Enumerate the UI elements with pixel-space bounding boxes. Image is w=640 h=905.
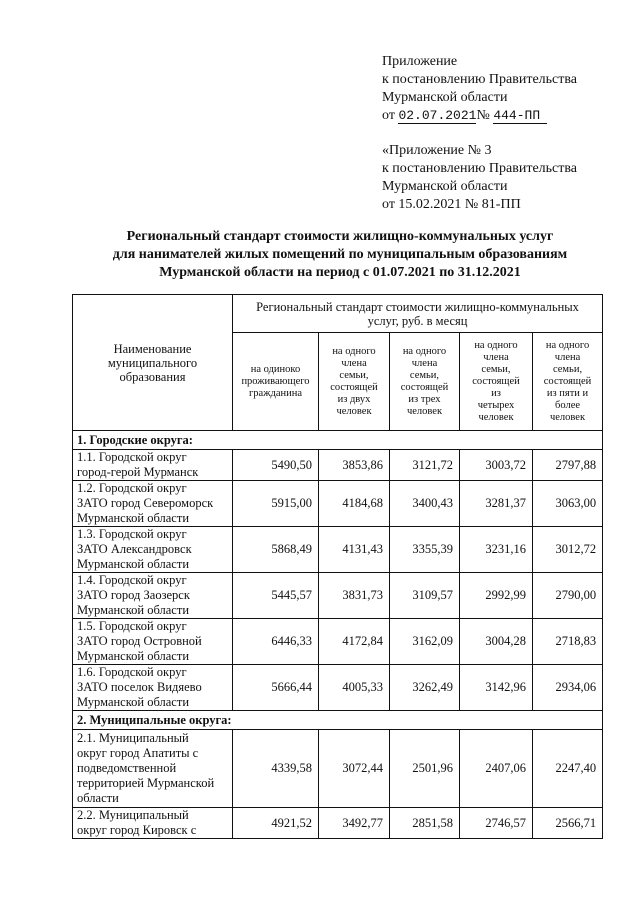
- col-header-line: члена: [483, 351, 509, 363]
- value-cell: 5445,57: [233, 573, 319, 619]
- header-name-cell: [73, 295, 233, 431]
- col-header-line: из пяти и: [546, 387, 589, 399]
- value-cell: 2501,96: [390, 730, 460, 808]
- value-cell: 3231,16: [460, 527, 533, 573]
- value-cell: 2566,71: [533, 808, 603, 839]
- value-cell: 3109,57: [390, 573, 460, 619]
- appendix-date: 02.07.2021: [398, 108, 477, 123]
- header-name-line: Наименование: [113, 341, 192, 356]
- col-header-line: более: [555, 399, 581, 411]
- col-header-line: на одного: [402, 345, 447, 357]
- col-header-line: члена: [554, 351, 581, 363]
- name-line: 1.6. Городской округ: [77, 665, 187, 679]
- table-row: [73, 450, 603, 481]
- value-cell: 3003,72: [460, 450, 533, 481]
- name-line: Мурманской области: [77, 603, 190, 617]
- col-header-line: на одного: [332, 345, 376, 357]
- name-line: 1.5. Городской округ: [77, 619, 187, 633]
- table-row: [73, 527, 603, 573]
- municipality-name: [73, 450, 233, 481]
- table-row: [73, 665, 603, 711]
- appendix-line3: Мурманской области: [382, 90, 508, 105]
- value-cell: 6446,33: [233, 619, 319, 665]
- value-cell: 3142,96: [460, 665, 533, 711]
- standard-table: [72, 294, 603, 839]
- value-cell: 4005,33: [319, 665, 390, 711]
- name-line: 2.2. Муниципальный: [77, 808, 189, 822]
- value-cell: 3262,49: [390, 665, 460, 711]
- title-line1: Региональный стандарт стоимости жилищно-коммунальных услуг: [126, 229, 554, 244]
- name-line: 1.4. Городской округ: [77, 573, 187, 587]
- orig-appendix-line3: Мурманской области: [382, 179, 508, 194]
- orig-appendix-line2: к постановлению Правительства: [382, 161, 578, 176]
- title-line3: Мурманской области на период с 01.07.2021 по 31.12.2021: [159, 265, 521, 280]
- col-header-line: состоящей: [330, 381, 378, 393]
- municipality-name: [73, 665, 233, 711]
- value-cell: 4131,43: [319, 527, 390, 573]
- name-line: ЗАТО поселок Видяево: [77, 680, 202, 694]
- section-title: 1. Городские округа:: [73, 431, 603, 450]
- value-cell: 3121,72: [390, 450, 460, 481]
- table-row: [73, 481, 603, 527]
- value-cell: 3162,09: [390, 619, 460, 665]
- orig-appendix-line1: «Приложение № 3: [382, 143, 492, 158]
- col-header-line: четырех: [477, 399, 515, 411]
- name-line: округ город Апатиты с: [77, 746, 199, 760]
- name-line: ЗАТО город Заозерск: [77, 588, 190, 602]
- col-header-line: человек: [336, 405, 372, 417]
- name-line: Мурманской области: [77, 695, 190, 709]
- value-cell: 3012,72: [533, 527, 603, 573]
- col-header-line: состоящей: [400, 381, 449, 393]
- col-header-line: из трех: [408, 393, 441, 405]
- value-cell: 2992,99: [460, 573, 533, 619]
- appendix-line2: к постановлению Правительства: [382, 72, 578, 87]
- value-cell: 5915,00: [233, 481, 319, 527]
- col-header-line: из: [491, 387, 501, 399]
- municipality-name: [73, 808, 233, 839]
- col-header-line: человек: [478, 411, 514, 423]
- value-cell: 3492,77: [319, 808, 390, 839]
- value-cell: 4172,84: [319, 619, 390, 665]
- header-name-line: образования: [119, 369, 186, 384]
- value-cell: 3072,44: [319, 730, 390, 808]
- value-cell: 3063,00: [533, 481, 603, 527]
- appendix-date-line: [382, 107, 547, 124]
- title-line2: для нанимателей жилых помещений по муниципальным образованиям: [112, 247, 568, 262]
- table-row: [73, 573, 603, 619]
- col-header-line: на одного: [474, 339, 518, 351]
- col-header-line: на одного: [545, 339, 590, 351]
- header-standard-cell: [233, 295, 603, 333]
- col-header-line: состоящей: [543, 375, 592, 387]
- col-header-line: гражданина: [249, 387, 302, 399]
- name-line: 2.1. Муниципальный: [77, 731, 189, 745]
- value-cell: 4339,58: [233, 730, 319, 808]
- municipality-name: [73, 730, 233, 808]
- value-cell: 3400,43: [390, 481, 460, 527]
- value-cell: 3355,39: [390, 527, 460, 573]
- section-title: 2. Муниципальные округа:: [73, 711, 603, 730]
- orig-appendix-line4: от 15.02.2021 № 81-ПП: [382, 197, 521, 212]
- municipality-name: [73, 527, 233, 573]
- name-line: ЗАТО город Североморск: [77, 496, 214, 510]
- col-header-line: члена: [411, 357, 438, 369]
- name-line: ЗАТО Александровск: [77, 542, 192, 556]
- name-line: 1.3. Городской округ: [77, 527, 187, 541]
- section-row: [73, 431, 603, 450]
- name-line: Мурманской области: [77, 649, 190, 663]
- col-header-line: состоящей: [472, 375, 520, 387]
- date-prefix: от: [382, 108, 395, 123]
- name-line: территорией Мурманской: [77, 776, 215, 790]
- table-row: [73, 808, 603, 839]
- municipality-name: [73, 481, 233, 527]
- municipality-name: [73, 573, 233, 619]
- value-cell: 3853,86: [319, 450, 390, 481]
- value-cell: 2797,88: [533, 450, 603, 481]
- header-col-5: [533, 333, 603, 431]
- name-line: округ город Кировск с: [77, 823, 197, 837]
- header-standard-line: Региональный стандарт стоимости жилищно-коммунальных: [256, 299, 579, 314]
- number-prefix: №: [476, 108, 490, 123]
- header-col-3: [390, 333, 460, 431]
- col-header-line: человек: [406, 405, 443, 417]
- col-header-line: на одиноко: [250, 363, 301, 375]
- name-line: город-герой Мурманск: [77, 465, 199, 479]
- value-cell: 2746,57: [460, 808, 533, 839]
- value-cell: 3004,28: [460, 619, 533, 665]
- header-name-line: муниципального: [107, 355, 198, 370]
- header-col-4: [460, 333, 533, 431]
- name-line: области: [77, 791, 119, 805]
- header-standard-line: услуг, руб. в месяц: [367, 313, 468, 328]
- value-cell: 5868,49: [233, 527, 319, 573]
- municipality-name: [73, 619, 233, 665]
- value-cell: 2247,40: [533, 730, 603, 808]
- value-cell: 5490,50: [233, 450, 319, 481]
- value-cell: 2790,00: [533, 573, 603, 619]
- name-line: 1.2. Городской округ: [77, 481, 187, 495]
- value-cell: 4921,52: [233, 808, 319, 839]
- value-cell: 2851,58: [390, 808, 460, 839]
- name-line: подведомственной: [77, 761, 177, 775]
- col-header-line: проживающего: [241, 375, 310, 387]
- value-cell: 2718,83: [533, 619, 603, 665]
- name-line: 1.1. Городской округ: [77, 450, 187, 464]
- value-cell: 5666,44: [233, 665, 319, 711]
- name-line: Мурманской области: [77, 511, 190, 525]
- table-row: [73, 619, 603, 665]
- value-cell: 3831,73: [319, 573, 390, 619]
- col-header-line: семьи,: [339, 369, 369, 381]
- col-header-line: семьи,: [481, 363, 511, 375]
- value-cell: 2407,06: [460, 730, 533, 808]
- table-row: [73, 730, 603, 808]
- col-header-line: человек: [549, 411, 586, 423]
- header-col-2: [319, 333, 390, 431]
- col-header-line: члена: [341, 357, 367, 369]
- appendix-line1: Приложение: [382, 54, 458, 69]
- header-col-1: [233, 333, 319, 431]
- appendix-number: 444-ПП: [493, 108, 541, 123]
- col-header-line: семьи,: [409, 369, 440, 381]
- name-line: ЗАТО город Островной: [77, 634, 202, 648]
- value-cell: 2934,06: [533, 665, 603, 711]
- section-row: [73, 711, 603, 730]
- col-header-line: из двух: [337, 393, 371, 405]
- value-cell: 4184,68: [319, 481, 390, 527]
- value-cell: 3281,37: [460, 481, 533, 527]
- col-header-line: семьи,: [552, 363, 583, 375]
- name-line: Мурманской области: [77, 557, 190, 571]
